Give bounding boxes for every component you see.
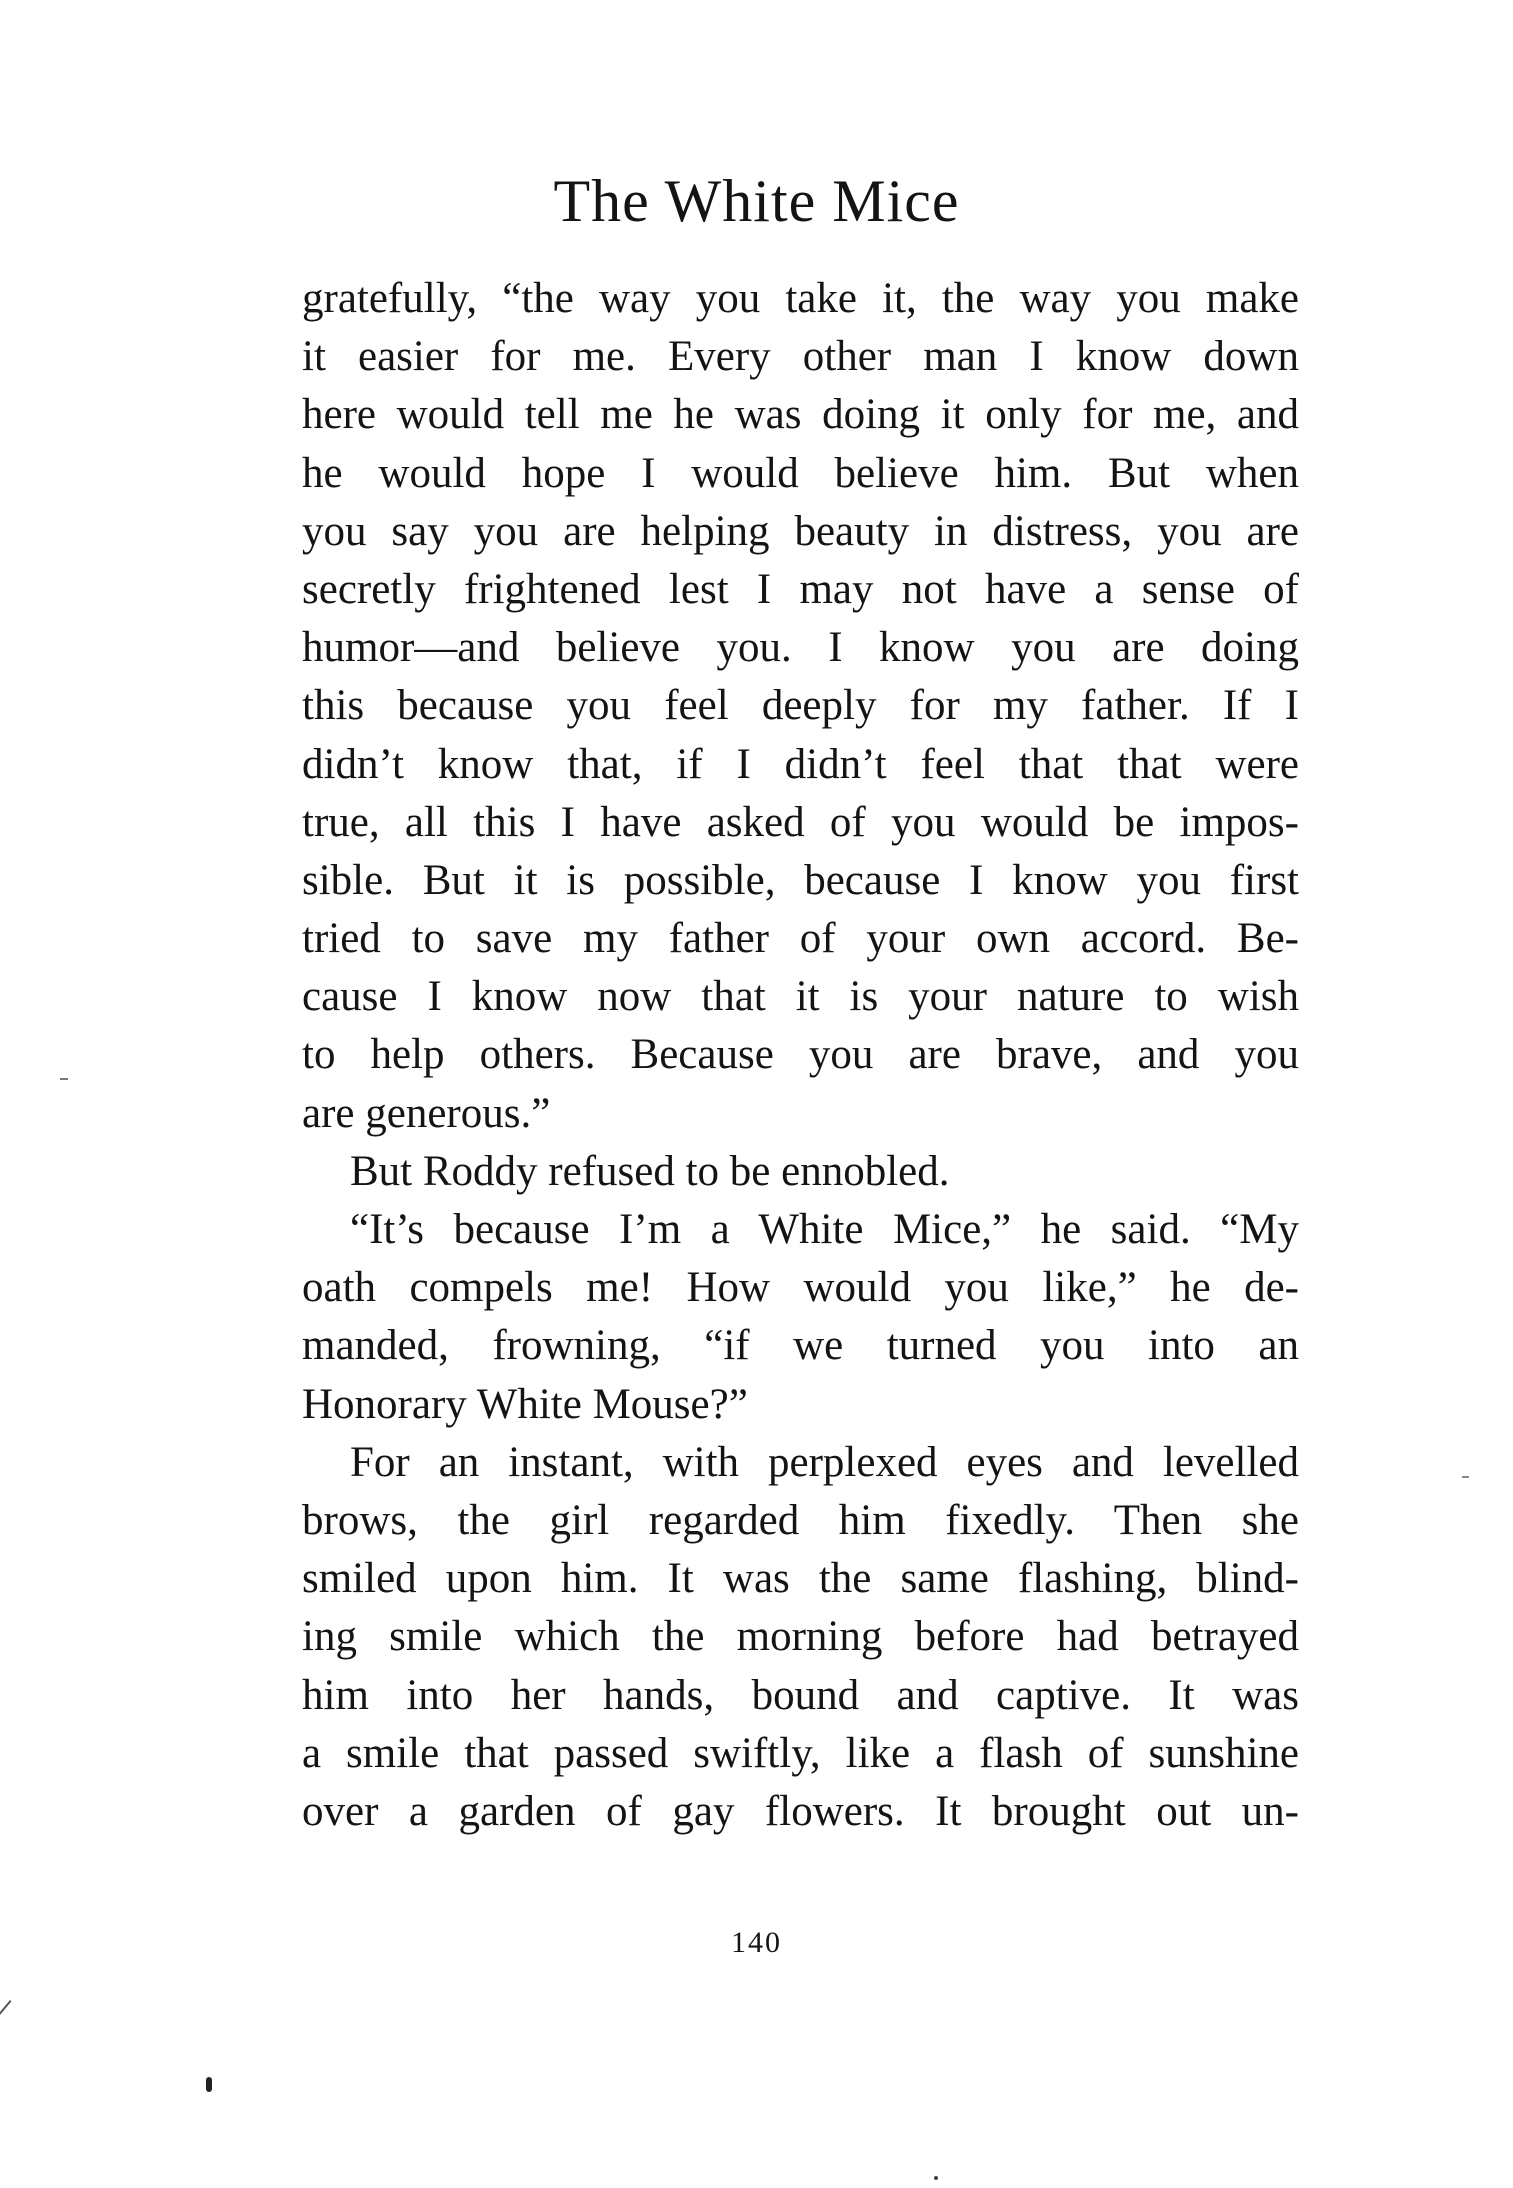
- text-line: secretly frightened lest I may not have a sense of: [302, 565, 1299, 613]
- stray-mark: [0, 2000, 12, 2030]
- text-line: here would tell me he was doing it only for me, and: [302, 391, 1299, 439]
- text-line: it easier for me. Every other man I know down: [302, 333, 1299, 381]
- text-line: smiled upon him. It was the same flashing, blind-: [302, 1555, 1299, 1603]
- text-line: oath compels me! How would you like,” he de-: [302, 1264, 1299, 1312]
- text-line: manded, frowning, “if we turned you into an: [302, 1322, 1299, 1370]
- text-line: humor—and believe you. I know you are doing: [302, 624, 1299, 672]
- text-line: ing smile which the morning before had betrayed: [302, 1613, 1299, 1661]
- text-line: are generous.”: [302, 1089, 551, 1137]
- text-line: But Roddy refused to be ennobled.: [350, 1147, 950, 1195]
- text-line: over a garden of gay flowers. It brought out un-: [302, 1787, 1299, 1835]
- text-line: gratefully, “the way you take it, the way you make: [302, 275, 1299, 322]
- text-line: you say you are helping beauty in distress, you are: [302, 507, 1299, 555]
- text-line: true, all this I have asked of you would be impos-: [302, 798, 1299, 846]
- text-line: tried to save my father of your own accord. Be-: [302, 915, 1299, 963]
- text-line: cause I know now that it is your nature to wish: [302, 973, 1299, 1021]
- text-line: a smile that passed swiftly, like a flash of sunshine: [302, 1729, 1299, 1777]
- text-line: this because you feel deeply for my father. If I: [302, 682, 1299, 730]
- text-line: For an instant, with perplexed eyes and levelled: [350, 1438, 1299, 1486]
- text-line: him into her hands, bound and captive. It was: [302, 1671, 1299, 1719]
- text-line: sible. But it is possible, because I know you first: [302, 856, 1299, 904]
- text-line: to help others. Because you are brave, and you: [302, 1031, 1299, 1079]
- text-line: he would hope I would believe him. But when: [302, 449, 1299, 497]
- text-line: “It’s because I’m a White Mice,” he said. “My: [350, 1206, 1299, 1253]
- stray-mark: [206, 2077, 212, 2092]
- running-head: The White Mice: [553, 168, 960, 234]
- stray-mark: [1462, 1476, 1469, 1478]
- page-number: 140: [731, 1926, 782, 1959]
- stray-mark: [60, 1078, 68, 1080]
- text-line: didn’t know that, if I didn’t feel that that were: [302, 740, 1299, 788]
- text-line: Honorary White Mouse?”: [302, 1380, 748, 1428]
- text-line: brows, the girl regarded him fixedly. Then she: [302, 1496, 1299, 1544]
- stray-mark: [934, 2176, 938, 2180]
- body-text: [302, 270, 1299, 1841]
